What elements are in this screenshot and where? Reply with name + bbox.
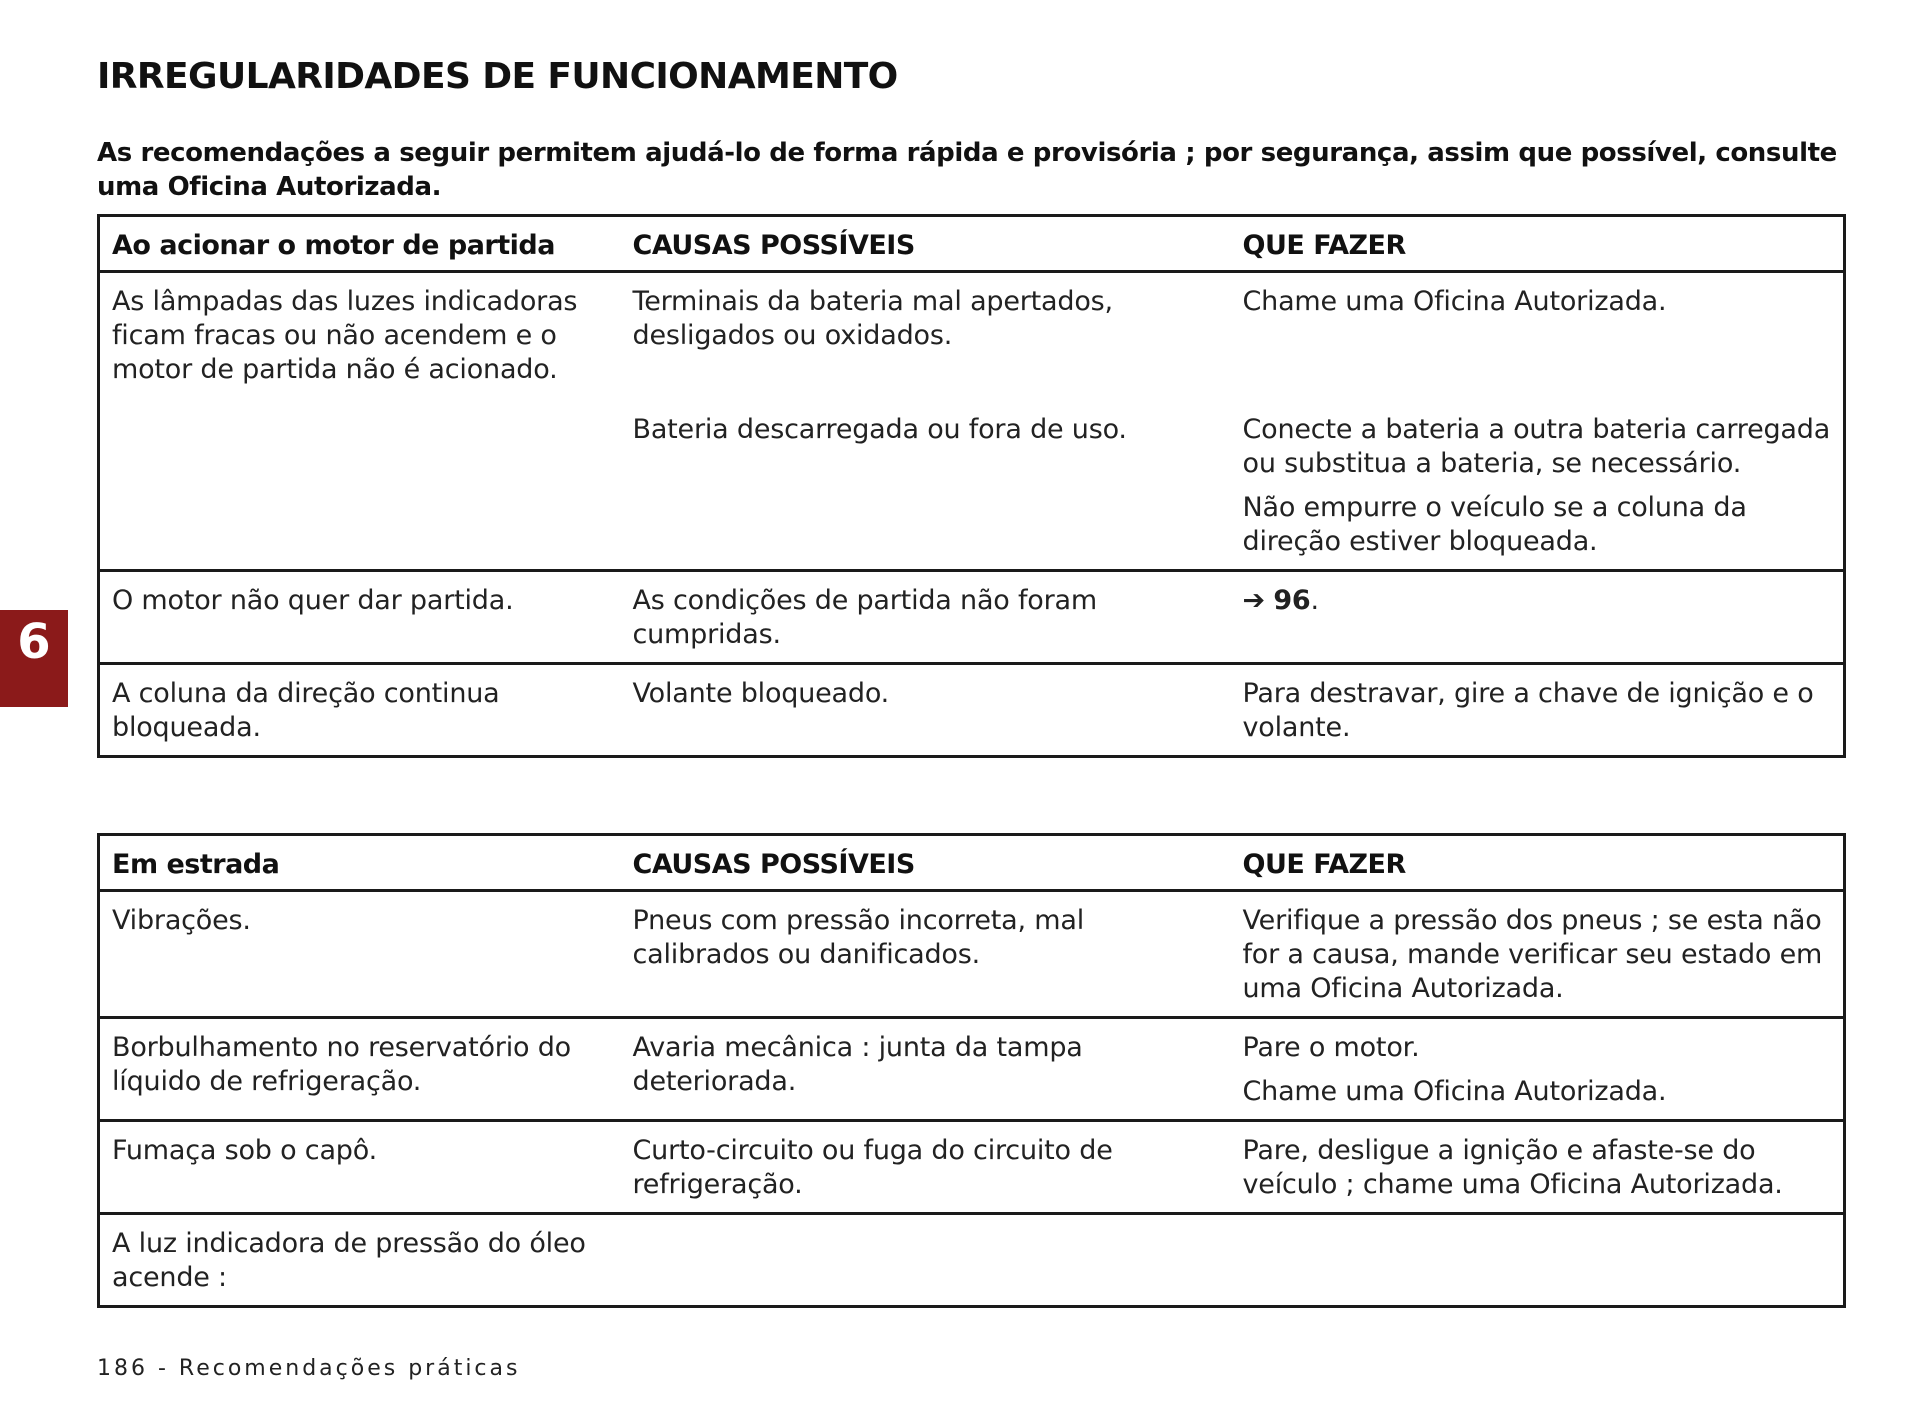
header-actions: QUE FAZER — [1231, 216, 1845, 272]
table-row — [99, 272, 1845, 398]
symptom-cell: A coluna da direção continua bloqueada. — [99, 664, 621, 757]
table-row — [99, 1214, 1845, 1307]
table-row — [99, 891, 1845, 1018]
table-header-row — [99, 216, 1845, 272]
cause-cell: Pneus com pressão incorreta, mal calibrados ou danificados. — [632, 905, 1085, 970]
action-cell — [1231, 397, 1845, 571]
symptom-cell: Borbulhamento no reservatório do líquido de refrigeração. — [99, 1018, 621, 1121]
chapter-tab: 6 — [0, 610, 68, 707]
table-row — [99, 571, 1845, 664]
table-row — [99, 1121, 1845, 1214]
cause-cell: As condições de partida não foram cumpridas. — [621, 571, 1231, 664]
header-symptom: Em estrada — [99, 835, 621, 891]
table-row — [99, 397, 1845, 571]
header-symptom: Ao acionar o motor de partida — [99, 216, 621, 272]
header-causes: CAUSAS POSSÍVEIS — [621, 835, 1231, 891]
cause-cell: Terminais da bateria mal apertados, desligados ou oxidados. — [632, 286, 1113, 351]
page-title: IRREGULARIDADES DE FUNCIONAMENTO — [97, 56, 898, 97]
action-cell — [1231, 571, 1845, 664]
cause-cell: Bateria descarregada ou fora de uso. — [632, 414, 1127, 445]
symptom-cell: As lâmpadas das luzes indicadoras ficam fracas ou não acendem e o motor de partida não é acionado. — [112, 286, 578, 385]
symptom-cell: A luz indicadora de pressão do óleo acende : — [99, 1214, 621, 1307]
action-cell — [1231, 1018, 1845, 1121]
page-footer: 186 - Recomendações práticas — [97, 1356, 521, 1381]
road-troubleshooting-table — [97, 833, 1846, 1308]
reference-suffix: . — [1310, 585, 1319, 616]
intro-paragraph: As recomendações a seguir permitem ajudá-lo de forma rápida e provisória ; por segurança, assim que possível, consulte uma Oficina Autorizada. — [97, 138, 1837, 202]
action-paragraph: Chame uma Oficina Autorizada. — [1242, 1076, 1667, 1107]
action-paragraph: Pare o motor. — [1242, 1032, 1420, 1063]
table-row — [99, 1018, 1845, 1121]
symptom-cell-empty — [99, 397, 621, 571]
cause-cell: Volante bloqueado. — [621, 664, 1231, 757]
arrow-right-icon: ➔ — [1242, 585, 1265, 616]
header-actions: QUE FAZER — [1231, 835, 1845, 891]
table-header-row — [99, 835, 1845, 891]
cause-cell: Curto-circuito ou fuga do circuito de refrigeração. — [621, 1121, 1231, 1214]
action-cell: Chame uma Oficina Autorizada. — [1242, 286, 1667, 317]
action-paragraph: Conecte a bateria a outra bateria carregada ou substitua a bateria, se necessário. — [1242, 414, 1831, 479]
header-causes: CAUSAS POSSÍVEIS — [621, 216, 1231, 272]
action-cell-empty — [1231, 1214, 1845, 1307]
table-row — [99, 664, 1845, 757]
symptom-cell: Vibrações. — [112, 905, 251, 936]
page-reference-link[interactable]: 96 — [1273, 585, 1311, 616]
cause-cell: Avaria mecânica : junta da tampa deteriorada. — [621, 1018, 1231, 1121]
action-cell: Para destravar, gire a chave de ignição e o volante. — [1231, 664, 1845, 757]
action-cell: Pare, desligue a ignição e afaste-se do veículo ; chame uma Oficina Autorizada. — [1231, 1121, 1845, 1214]
action-cell: Verifique a pressão dos pneus ; se esta não for a causa, mande verificar seu estado em uma Oficina Autorizada. — [1242, 905, 1823, 1004]
starter-troubleshooting-table — [97, 214, 1846, 758]
cause-cell-empty — [621, 1214, 1231, 1307]
symptom-cell: O motor não quer dar partida. — [99, 571, 621, 664]
symptom-cell: Fumaça sob o capô. — [99, 1121, 621, 1214]
action-paragraph: Não empurre o veículo se a coluna da direção estiver bloqueada. — [1242, 492, 1747, 557]
